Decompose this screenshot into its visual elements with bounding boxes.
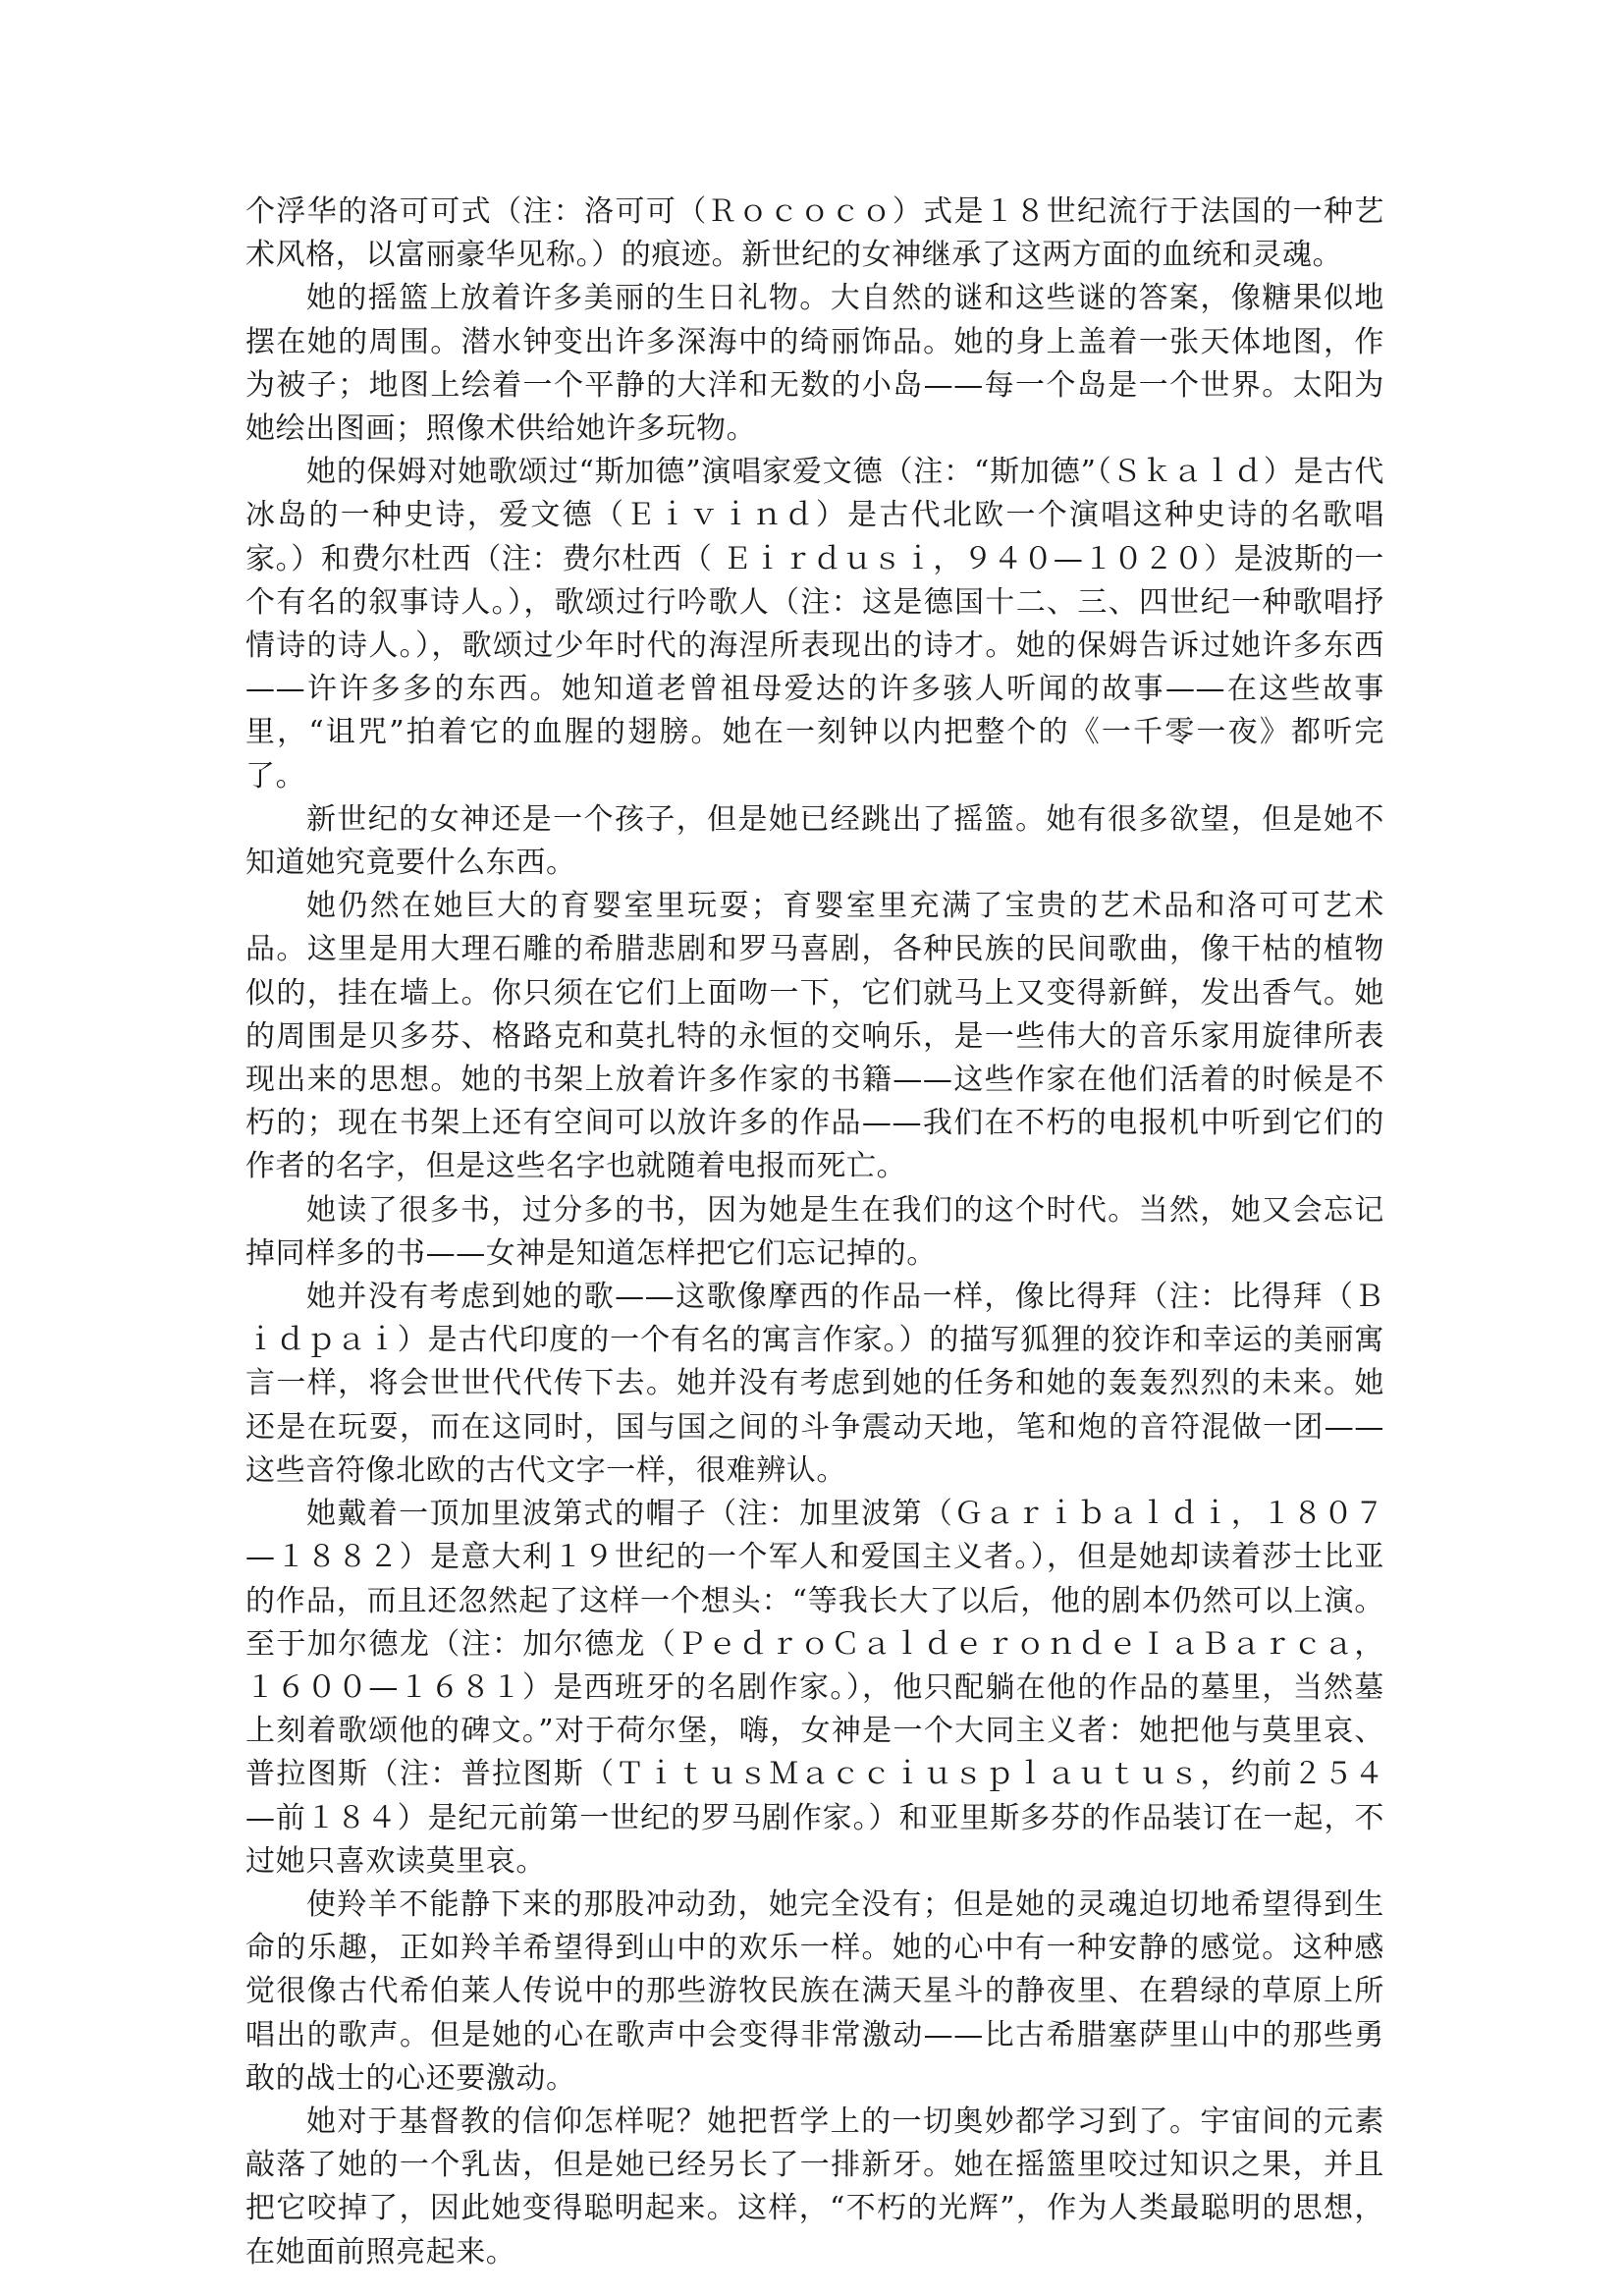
paragraph-9: 使羚羊不能静下来的那股冲动劲，她完全没有；但是她的灵魂迫切地希望得到生命的乐趣，正如羚羊希望得到山中的欢乐一样。她的心中有一种安静的感觉。这种感觉很像古代希伯莱人传说中的那些游牧民族在满天星斗的静夜里、在碧绿的草原上所唱出的歌声。但是她的心在歌声中会变得非常激动——比古希腊塞萨里山中的那些勇敢的战士的心还要激动。 xyxy=(245,1886,1384,2096)
paragraph-1: 个浮华的洛可可式（注：洛可可（Ｒｏｃｏｃｏ）式是１８世纪流行于法国的一种艺术风格，以富丽豪华见称。）的痕迹。新世纪的女神继承了这两方面的血统和灵魂。 xyxy=(245,194,1384,273)
paragraph-5: 她仍然在她巨大的育婴室里玩耍；育婴室里充满了宝贵的艺术品和洛可可艺术品。这里是用大理石雕的希腊悲剧和罗马喜剧，各种民族的民间歌曲，像干枯的植物似的，挂在墙上。你只须在它们上面吻一下，它们就马上又变得新鲜，发出香气。她的周围是贝多芬、格路克和莫扎特的永恒的交响乐，是一些伟大的音乐家用旋律所表现出来的思想。她的书架上放着许多作家的书籍——这些作家在他们活着的时候是不朽的；现在书架上还有空间可以放许多的作品——我们在不朽的电报机中听到它们的作者的名字，但是这些名字也就随着电报而死亡。 xyxy=(245,889,1384,1184)
paragraph-6: 她读了很多书，过分多的书，因为她是生在我们的这个时代。当然，她又会忘记掉同样多的书——女神是知道怎样把它们忘记掉的。 xyxy=(245,1192,1384,1271)
body-text xyxy=(245,191,1384,2274)
paragraph-8: 她戴着一顶加里波第式的帽子（注：加里波第（Ｇａｒｉｂａｌｄｉ，１８０７—１８８２）是意大利１９世纪的一个军人和爱国主义者。），但是她却读着莎士比亚的作品，而且还忽然起了这样一个想头：“等我长大了以后，他的剧本仍然可以上演。至于加尔德龙（注：加尔德龙（ＰｅｄｒｏＣａｌｄｅｒｏｎｄｅＩａＢａｒｃａ，１６００—１６８１）是西班牙的名剧作家。），他只配躺在他的作品的墓里，当然墓上刻着歌颂他的碑文。”对于荷尔堡，嗨，女神是一个大同主义者：她把他与莫里哀、普拉图斯（注：普拉图斯（ＴｉｔｕｓＭａｃｃｉｕｓｐｌａｕｔｕｓ，约前２５４—前１８４）是纪元前第一世纪的罗马剧作家。）和亚里斯多芬的作品装订在一起，不过她只喜欢读莫里哀。 xyxy=(245,1497,1384,1879)
paragraph-10: 她对于基督教的信仰怎样呢？她把哲学上的一切奥妙都学习到了。宇宙间的元素敲落了她的一个乳齿，但是她已经另长了一排新牙。她在摇篮里咬过知识之果，并且把它咬掉了，因此她变得聪明起来。这样，“不朽的光辉”，作为人类最聪明的思想，在她面前照亮起来。 xyxy=(245,2104,1384,2269)
paragraph-7: 她并没有考虑到她的歌——这歌像摩西的作品一样，像比得拜（注：比得拜（Ｂｉｄｐａｉ）是古代印度的一个有名的寓言作家。）的描写狐狸的狡诈和幸运的美丽寓言一样，将会世世代代传下去。她并没有考虑到她的任务和她的轰轰烈烈的未来。她还是在玩耍，而在这同时，国与国之间的斗争震动天地，笔和炮的音符混做一团——这些音符像北欧的古代文字一样，很难辨认。 xyxy=(245,1280,1384,1488)
paragraph-2: 她的摇篮上放着许多美丽的生日礼物。大自然的谜和这些谜的答案，像糖果似地摆在她的周围。潜水钟变出许多深海中的绮丽饰品。她的身上盖着一张天体地图，作为被子；地图上绘着一个平静的大洋和无数的小岛——每一个岛是一个世界。太阳为她绘出图画；照像术供给她许多玩物。 xyxy=(245,281,1384,447)
paragraph-3: 她的保姆对她歌颂过“斯加德”演唱家爱文德（注：“斯加德”（Ｓｋａｌｄ）是古代冰岛的一种史诗，爱文德（Ｅｉｖｉｎｄ）是古代北欧一个演唱这种史诗的名歌唱家。）和费尔杜西（注：费尔杜西（ Ｅｉｒｄｕｓｉ，９４０—１０２０）是波斯的一个有名的叙事诗人。），歌颂过行吟歌人（注：这是德国十二、三、四世纪一种歌唱抒情诗的诗人。），歌颂过少年时代的海涅所表现出的诗才。她的保姆告诉过她许多东西——许许多多的东西。她知道老曾祖母爱达的许多骇人听闻的故事——在这些故事里，“诅咒”拍着它的血腥的翅膀。她在一刻钟以内把整个的《一千零一夜》都听完了。 xyxy=(245,455,1384,793)
paragraph-4: 新世纪的女神还是一个孩子，但是她已经跳出了摇篮。她有很多欲望，但是她不知道她究竟要什么东西。 xyxy=(245,801,1384,881)
